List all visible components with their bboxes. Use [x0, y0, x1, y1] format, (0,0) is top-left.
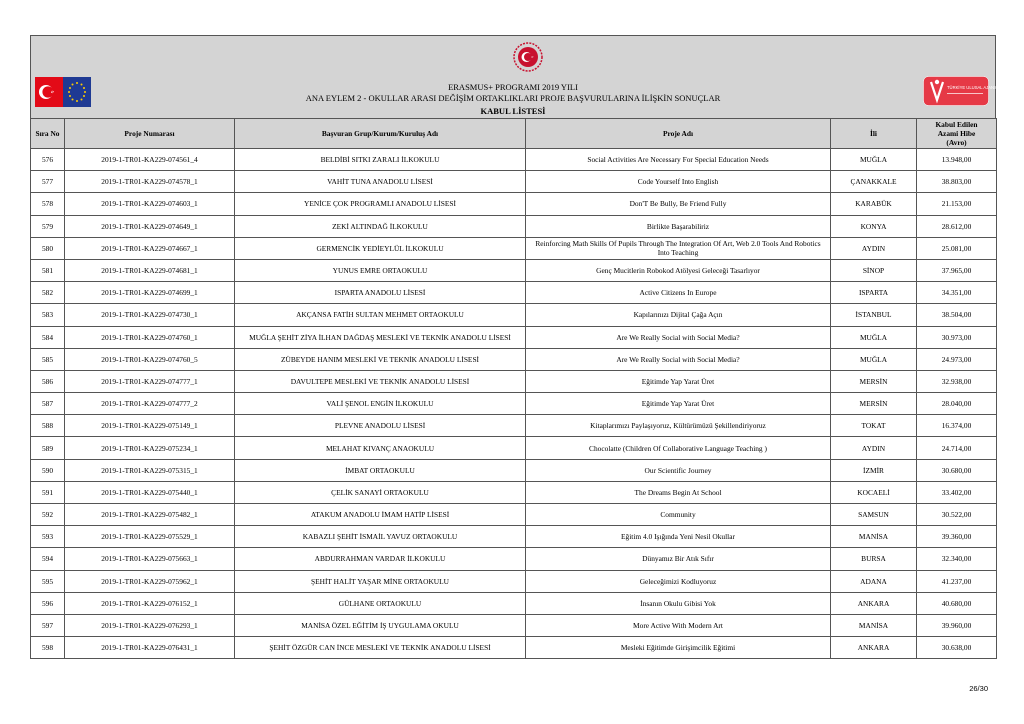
col-header-no: Sıra No	[31, 119, 65, 149]
table-row	[31, 282, 997, 304]
cell-city: KARABÜK	[831, 193, 917, 215]
cell-city: TOKAT	[831, 415, 917, 437]
col-header-city: İli	[831, 119, 917, 149]
cell-grant: 30.638,00	[917, 637, 997, 659]
cell-no: 581	[31, 259, 65, 281]
cell-project-number: 2019-1-TR01-KA229-074699_1	[65, 282, 235, 304]
cell-no: 598	[31, 637, 65, 659]
cell-project-name: Social Activities Are Necessary For Special Education Needs	[526, 149, 831, 171]
col-header-institution: Başvuran Grup/Kurum/Kuruluş Adı	[235, 119, 526, 149]
cell-project-name: More Active With Modern Art	[526, 614, 831, 636]
cell-institution: BELDİBİ SITKI ZARALI İLKOKULU	[235, 149, 526, 171]
cell-project-number: 2019-1-TR01-KA229-075962_1	[65, 570, 235, 592]
cell-city: SAMSUN	[831, 504, 917, 526]
cell-city: BURSA	[831, 548, 917, 570]
table-row	[31, 393, 997, 415]
cell-project-number: 2019-1-TR01-KA229-074760_5	[65, 348, 235, 370]
cell-grant: 30.680,00	[917, 459, 997, 481]
cell-project-name: Active Citizens In Europe	[526, 282, 831, 304]
cell-no: 591	[31, 481, 65, 503]
cell-no: 579	[31, 215, 65, 237]
table-row	[31, 193, 997, 215]
cell-project-name: Kitaplarımızı Paylaşıyoruz, Kültürümüzü Şekillendiriyoruz	[526, 415, 831, 437]
cell-city: KONYA	[831, 215, 917, 237]
cell-no: 595	[31, 570, 65, 592]
cell-institution: AKÇANSA FATİH SULTAN MEHMET ORTAOKULU	[235, 304, 526, 326]
cell-grant: 40.680,00	[917, 592, 997, 614]
cell-project-name: Our Scientific Journey	[526, 459, 831, 481]
cell-no: 594	[31, 548, 65, 570]
cell-project-name: Eğitimde Yap Yarat Üret	[526, 393, 831, 415]
cell-project-name: Genç Mucitlerin Robokod Atölyesi Geleceği Tasarlıyor	[526, 259, 831, 281]
cell-project-name: Code Yourself Into English	[526, 171, 831, 193]
cell-no: 588	[31, 415, 65, 437]
cell-project-number: 2019-1-TR01-KA229-074603_1	[65, 193, 235, 215]
cell-city: SİNOP	[831, 259, 917, 281]
cell-grant: 28.040,00	[917, 393, 997, 415]
cell-no: 589	[31, 437, 65, 459]
cell-grant: 41.237,00	[917, 570, 997, 592]
cell-no: 583	[31, 304, 65, 326]
cell-project-name: İnsanın Okulu Gibisi Yok	[526, 592, 831, 614]
cell-project-name: Mesleki Eğitimde Girişimcilik Eğitimi	[526, 637, 831, 659]
cell-city: MERSİN	[831, 393, 917, 415]
cell-project-name: Are We Really Social with Social Media?	[526, 326, 831, 348]
cell-city: ÇANAKKALE	[831, 171, 917, 193]
document-header	[30, 35, 999, 118]
cell-project-name: Eğitim 4.0 Işığında Yeni Nesil Okullar	[526, 526, 831, 548]
table-row	[31, 504, 997, 526]
cell-institution: ABDURRAHMAN VARDAR İLKOKULU	[235, 548, 526, 570]
cell-city: MANİSA	[831, 526, 917, 548]
cell-no: 596	[31, 592, 65, 614]
cell-project-number: 2019-1-TR01-KA229-075149_1	[65, 415, 235, 437]
cell-project-number: 2019-1-TR01-KA229-076431_1	[65, 637, 235, 659]
cell-city: MUĞLA	[831, 348, 917, 370]
cell-project-number: 2019-1-TR01-KA229-074730_1	[65, 304, 235, 326]
cell-project-number: 2019-1-TR01-KA229-074667_1	[65, 237, 235, 259]
program-title: ERASMUS+ PROGRAMI 2019 YILI	[448, 82, 578, 92]
table-row	[31, 526, 997, 548]
cell-project-number: 2019-1-TR01-KA229-075234_1	[65, 437, 235, 459]
table-row	[31, 570, 997, 592]
table-row	[31, 459, 997, 481]
cell-grant: 25.081,00	[917, 237, 997, 259]
cell-grant: 30.522,00	[917, 504, 997, 526]
table-row	[31, 237, 997, 259]
cell-institution: ÇELİK SANAYİ ORTAOKULU	[235, 481, 526, 503]
cell-grant: 32.340,00	[917, 548, 997, 570]
cell-project-number: 2019-1-TR01-KA229-075440_1	[65, 481, 235, 503]
table-row	[31, 614, 997, 636]
grant-header-line3: (Avro)	[946, 138, 967, 147]
cell-project-number: 2019-1-TR01-KA229-074649_1	[65, 215, 235, 237]
cell-project-name: Reinforcing Math Skills Of Pupils Through The Integration Of Art, Web 2.0 Tools And Robotics Into Teaching	[526, 237, 831, 259]
table-row	[31, 370, 997, 392]
cell-grant: 16.374,00	[917, 415, 997, 437]
cell-institution: YENİCE ÇOK PROGRAMLI ANADOLU LİSESİ	[235, 193, 526, 215]
cell-no: 585	[31, 348, 65, 370]
cell-institution: MANİSA ÖZEL EĞİTİM İŞ UYGULAMA OKULU	[235, 614, 526, 636]
table-row	[31, 149, 997, 171]
cell-no: 597	[31, 614, 65, 636]
cell-institution: KABAZLI ŞEHİT İSMAİL YAVUZ ORTAOKULU	[235, 526, 526, 548]
table-row	[31, 415, 997, 437]
table-row	[31, 437, 997, 459]
grant-header-line1: Kabul Edilen	[935, 120, 978, 129]
cell-institution: GÜLHANE ORTAOKULU	[235, 592, 526, 614]
cell-project-number: 2019-1-TR01-KA229-076293_1	[65, 614, 235, 636]
table-row	[31, 348, 997, 370]
cell-project-number: 2019-1-TR01-KA229-075529_1	[65, 526, 235, 548]
cell-no: 586	[31, 370, 65, 392]
cell-city: ANKARA	[831, 592, 917, 614]
cell-no: 584	[31, 326, 65, 348]
cell-grant: 34.351,00	[917, 282, 997, 304]
cell-institution: ŞEHİT ÖZGÜR CAN İNCE MESLEKİ VE TEKNİK ANADOLU LİSESİ	[235, 637, 526, 659]
cell-city: MERSİN	[831, 370, 917, 392]
cell-institution: ATAKUM ANADOLU İMAM HATİP LİSESİ	[235, 504, 526, 526]
cell-grant: 24.714,00	[917, 437, 997, 459]
cell-grant: 39.360,00	[917, 526, 997, 548]
cell-grant: 39.960,00	[917, 614, 997, 636]
cell-no: 576	[31, 149, 65, 171]
cell-project-number: 2019-1-TR01-KA229-074760_1	[65, 326, 235, 348]
cell-grant: 21.153,00	[917, 193, 997, 215]
cell-project-number: 2019-1-TR01-KA229-074681_1	[65, 259, 235, 281]
cell-project-number: 2019-1-TR01-KA229-075315_1	[65, 459, 235, 481]
cell-institution: ZEKİ ALTINDAĞ İLKOKULU	[235, 215, 526, 237]
page-number: 26/30	[969, 684, 988, 693]
cell-institution: GERMENCİK YEDİEYLÜL İLKOKULU	[235, 237, 526, 259]
cell-grant: 28.612,00	[917, 215, 997, 237]
cell-grant: 37.965,00	[917, 259, 997, 281]
cell-project-number: 2019-1-TR01-KA229-074777_1	[65, 370, 235, 392]
cell-institution: ZÜBEYDE HANIM MESLEKİ VE TEKNİK ANADOLU LİSESİ	[235, 348, 526, 370]
cell-grant: 38.504,00	[917, 304, 997, 326]
cell-project-name: Birlikte Başarabiliriz	[526, 215, 831, 237]
table-row	[31, 259, 997, 281]
cell-project-name: The Dreams Begin At School	[526, 481, 831, 503]
cell-city: ANKARA	[831, 637, 917, 659]
cell-city: ISPARTA	[831, 282, 917, 304]
col-header-project-name: Proje Adı	[526, 119, 831, 149]
cell-institution: VALİ ŞENOL ENGİN İLKOKULU	[235, 393, 526, 415]
results-table	[30, 118, 997, 659]
cell-grant: 24.973,00	[917, 348, 997, 370]
grant-header-line2: Azami Hibe	[937, 129, 976, 138]
cell-institution: MUĞLA ŞEHİT ZİYA İLHAN DAĞDAŞ MESLEKİ VE TEKNİK ANADOLU LİSESİ	[235, 326, 526, 348]
cell-no: 578	[31, 193, 65, 215]
cell-grant: 30.973,00	[917, 326, 997, 348]
cell-no: 593	[31, 526, 65, 548]
table-row	[31, 171, 997, 193]
table-row	[31, 304, 997, 326]
cell-institution: ISPARTA ANADOLU LİSESİ	[235, 282, 526, 304]
cell-institution: VAHİT TUNA ANADOLU LİSESİ	[235, 171, 526, 193]
table-row	[31, 215, 997, 237]
logo-text: TÜRKİYE ULUSAL AJANSI	[947, 85, 999, 90]
cell-project-number: 2019-1-TR01-KA229-074561_4	[65, 149, 235, 171]
cell-project-number: 2019-1-TR01-KA229-075482_1	[65, 504, 235, 526]
cell-no: 587	[31, 393, 65, 415]
cell-city: İSTANBUL	[831, 304, 917, 326]
cell-project-number: 2019-1-TR01-KA229-074578_1	[65, 171, 235, 193]
cell-city: AYDIN	[831, 437, 917, 459]
cell-city: MANİSA	[831, 614, 917, 636]
cell-no: 580	[31, 237, 65, 259]
cell-grant: 33.402,00	[917, 481, 997, 503]
cell-no: 577	[31, 171, 65, 193]
list-title: KABUL LİSTESİ	[480, 106, 546, 116]
cell-project-name: Kapılarınızı Dijital Çağa Açın	[526, 304, 831, 326]
table-body	[31, 149, 997, 659]
cell-no: 590	[31, 459, 65, 481]
cell-institution: MELAHAT KIVANÇ ANAOKULU	[235, 437, 526, 459]
cell-project-name: Chocolatte (Children Of Collaborative Language Teaching )	[526, 437, 831, 459]
cell-project-name: Geleceğimizi Kodluyoruz	[526, 570, 831, 592]
cell-project-name: Don'T Be Bully, Be Friend Fully	[526, 193, 831, 215]
table-row	[31, 548, 997, 570]
table-row	[31, 481, 997, 503]
cell-project-name: Dünyamız Bir Atık Sıfır	[526, 548, 831, 570]
col-header-project-number: Proje Numarası	[65, 119, 235, 149]
table-header-row	[31, 119, 997, 149]
cell-project-number: 2019-1-TR01-KA229-076152_1	[65, 592, 235, 614]
cell-grant: 13.948,00	[917, 149, 997, 171]
cell-project-number: 2019-1-TR01-KA229-074777_2	[65, 393, 235, 415]
cell-city: ADANA	[831, 570, 917, 592]
document-sheet	[30, 35, 999, 659]
cell-institution: İMBAT ORTAOKULU	[235, 459, 526, 481]
cell-city: MUĞLA	[831, 326, 917, 348]
cell-no: 582	[31, 282, 65, 304]
cell-institution: DAVULTEPE MESLEKİ VE TEKNİK ANADOLU LİSESİ	[235, 370, 526, 392]
cell-project-name: Eğitimde Yap Yarat Üret	[526, 370, 831, 392]
cell-grant: 32.938,00	[917, 370, 997, 392]
action-subtitle: ANA EYLEM 2 - OKULLAR ARASI DEĞİŞİM ORTAKLIKLARI PROJE BAŞVURULARINA İLİŞKİN SONUÇLAR	[305, 93, 721, 103]
cell-no: 592	[31, 504, 65, 526]
table-row	[31, 637, 997, 659]
state-emblem-icon	[513, 42, 543, 72]
cell-city: AYDIN	[831, 237, 917, 259]
table-row	[31, 592, 997, 614]
cell-project-name: Community	[526, 504, 831, 526]
col-header-grant	[917, 119, 997, 149]
cell-project-name: Are We Really Social with Social Media?	[526, 348, 831, 370]
cell-project-number: 2019-1-TR01-KA229-075663_1	[65, 548, 235, 570]
cell-institution: ŞEHİT HALİT YAŞAR MİNE ORTAOKULU	[235, 570, 526, 592]
cell-city: KOCAELİ	[831, 481, 917, 503]
cell-grant: 38.803,00	[917, 171, 997, 193]
cell-city: İZMİR	[831, 459, 917, 481]
table-row	[31, 326, 997, 348]
cell-institution: YUNUS EMRE ORTAOKULU	[235, 259, 526, 281]
cell-institution: PLEVNE ANADOLU LİSESİ	[235, 415, 526, 437]
cell-city: MUĞLA	[831, 149, 917, 171]
